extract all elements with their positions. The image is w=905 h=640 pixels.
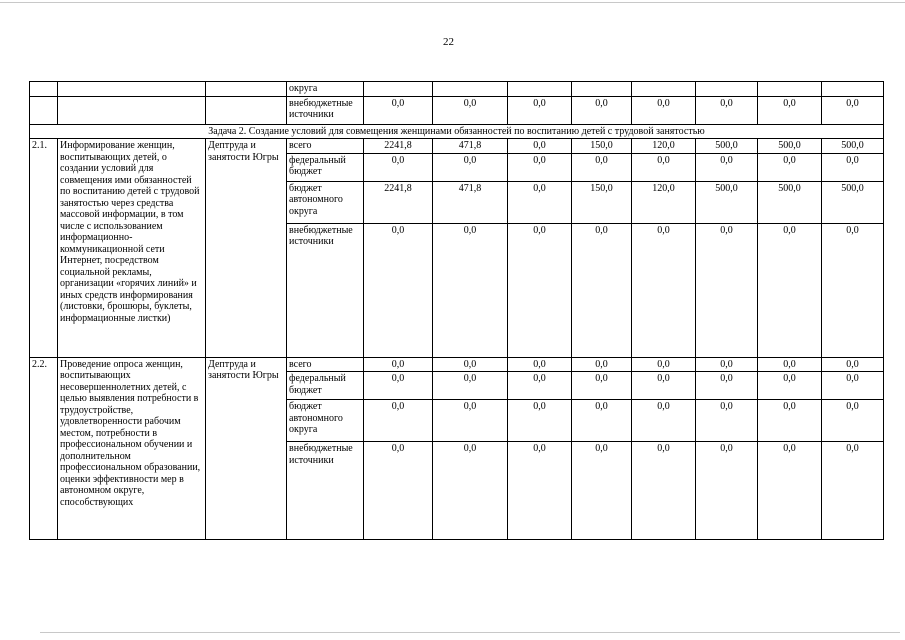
value-cell: 150,0 (572, 181, 632, 223)
value-cell: 0,0 (572, 442, 632, 540)
value-cell: 0,0 (508, 181, 572, 223)
source-cell: всего (287, 357, 364, 372)
description-cell (58, 96, 206, 124)
value-cell: 0,0 (364, 400, 433, 442)
value-cell: 0,0 (822, 223, 884, 357)
value-cell: 0,0 (632, 372, 696, 400)
value-cell: 0,0 (433, 153, 508, 181)
value-cell: 0,0 (433, 442, 508, 540)
value-cell: 0,0 (572, 400, 632, 442)
task-header-row (30, 124, 884, 139)
value-cell: 0,0 (758, 400, 822, 442)
value-cell: 471,8 (433, 139, 508, 154)
value-cell: 0,0 (758, 153, 822, 181)
value-cell: 0,0 (364, 153, 433, 181)
value-cell (433, 82, 508, 97)
value-cell: 0,0 (758, 372, 822, 400)
value-cell: 0,0 (758, 357, 822, 372)
value-cell: 500,0 (758, 139, 822, 154)
value-cell: 0,0 (632, 357, 696, 372)
table-row (30, 96, 884, 124)
value-cell: 0,0 (508, 96, 572, 124)
source-cell: федеральный бюджет (287, 372, 364, 400)
entry-executor: Дептруда и занятости Югры (206, 357, 287, 540)
entry-description: Проведение опроса женщин, воспитывающих несовершеннолетних детей, с целью выявления потребности в трудоустройстве, удовлетворенности рабочим местом, потребности в профессиональном обучении и дополнительном профессиональном образовании, оценки эффективности мер в автономном округе, способствующих (58, 357, 206, 540)
value-cell: 0,0 (433, 223, 508, 357)
source-cell: округа (287, 82, 364, 97)
value-cell: 0,0 (696, 223, 758, 357)
entry-index: 2.1. (30, 139, 58, 358)
value-cell (632, 82, 696, 97)
value-cell: 0,0 (572, 153, 632, 181)
value-cell: 0,0 (822, 442, 884, 540)
source-cell: внебюджетные источники (287, 442, 364, 540)
value-cell: 0,0 (508, 357, 572, 372)
value-cell: 0,0 (632, 400, 696, 442)
value-cell: 0,0 (433, 372, 508, 400)
value-cell: 0,0 (696, 372, 758, 400)
page-number: 22 (443, 36, 454, 48)
value-cell: 0,0 (508, 153, 572, 181)
value-cell: 0,0 (508, 223, 572, 357)
value-cell: 0,0 (758, 223, 822, 357)
source-cell: внебюджетные источники (287, 223, 364, 357)
value-cell (508, 82, 572, 97)
value-cell: 0,0 (572, 223, 632, 357)
executor-cell (206, 82, 287, 97)
value-cell: 120,0 (632, 181, 696, 223)
value-cell: 0,0 (364, 357, 433, 372)
source-cell: федеральный бюджет (287, 153, 364, 181)
value-cell: 2241,8 (364, 181, 433, 223)
entry-description: Информирование женщин, воспитывающих детей, о создании условий для совмещения ими обязанностей по воспитанию детей с трудовой занятостью через средства массовой информации, в том числе с использованием информационно-коммуникационной сети Интернет, посредством социальной рекламы, организации «горячих линий» и иных средств информирования (листовки, брошюры, буклеты, информационные листки) (58, 139, 206, 358)
value-cell: 2241,8 (364, 139, 433, 154)
value-cell: 0,0 (822, 96, 884, 124)
table-row (30, 82, 884, 97)
value-cell: 0,0 (632, 442, 696, 540)
value-cell: 0,0 (696, 400, 758, 442)
value-cell: 0,0 (364, 442, 433, 540)
value-cell: 0,0 (572, 357, 632, 372)
value-cell: 0,0 (632, 96, 696, 124)
value-cell: 500,0 (758, 181, 822, 223)
executor-cell (206, 96, 287, 124)
value-cell: 471,8 (433, 181, 508, 223)
value-cell: 0,0 (433, 400, 508, 442)
value-cell (822, 82, 884, 97)
task-title: Задача 2. Создание условий для совмещения женщинами обязанностей по воспитанию детей с трудовой занятостью (30, 124, 884, 139)
value-cell: 0,0 (572, 96, 632, 124)
value-cell: 0,0 (696, 442, 758, 540)
entry-index: 2.2. (30, 357, 58, 540)
value-cell: 0,0 (364, 372, 433, 400)
value-cell: 150,0 (572, 139, 632, 154)
value-cell: 0,0 (758, 96, 822, 124)
entry-executor: Дептруда и занятости Югры (206, 139, 287, 358)
value-cell: 0,0 (433, 96, 508, 124)
source-cell: всего (287, 139, 364, 154)
source-cell: бюджет автономного округа (287, 181, 364, 223)
value-cell (758, 82, 822, 97)
value-cell: 0,0 (364, 223, 433, 357)
table-row (30, 139, 884, 154)
source-cell: внебюджетные источники (287, 96, 364, 124)
value-cell: 500,0 (696, 139, 758, 154)
value-cell (364, 82, 433, 97)
funding-table (29, 81, 884, 540)
value-cell: 0,0 (822, 372, 884, 400)
value-cell: 0,0 (508, 400, 572, 442)
description-cell (58, 82, 206, 97)
value-cell: 0,0 (508, 139, 572, 154)
value-cell: 0,0 (758, 442, 822, 540)
value-cell: 0,0 (632, 153, 696, 181)
value-cell: 500,0 (696, 181, 758, 223)
value-cell: 500,0 (822, 139, 884, 154)
value-cell: 0,0 (822, 153, 884, 181)
value-cell: 0,0 (822, 400, 884, 442)
scan-edge-bottom (40, 632, 900, 633)
scan-edge-top (0, 2, 905, 3)
value-cell: 0,0 (696, 96, 758, 124)
value-cell: 0,0 (822, 357, 884, 372)
index-cell (30, 82, 58, 97)
index-cell (30, 96, 58, 124)
source-cell: бюджет автономного округа (287, 400, 364, 442)
value-cell: 0,0 (508, 372, 572, 400)
table-row (30, 357, 884, 372)
value-cell: 0,0 (508, 442, 572, 540)
value-cell: 0,0 (696, 357, 758, 372)
value-cell (572, 82, 632, 97)
value-cell: 120,0 (632, 139, 696, 154)
value-cell: 0,0 (433, 357, 508, 372)
value-cell: 0,0 (572, 372, 632, 400)
value-cell: 0,0 (632, 223, 696, 357)
value-cell (696, 82, 758, 97)
value-cell: 0,0 (364, 96, 433, 124)
value-cell: 500,0 (822, 181, 884, 223)
value-cell: 0,0 (696, 153, 758, 181)
